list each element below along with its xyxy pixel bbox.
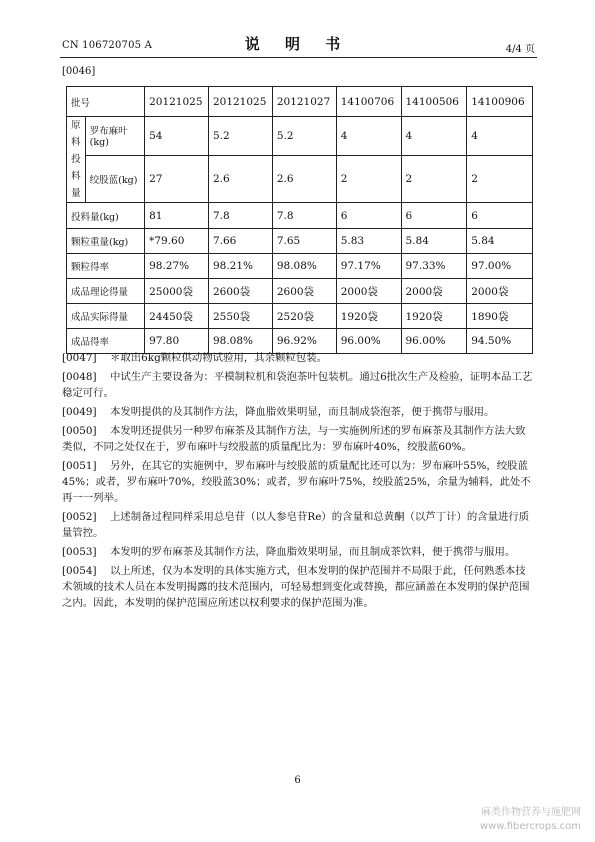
page-title: 说 明 书: [244, 35, 351, 53]
row-label: 罗布麻叶(kg): [85, 117, 144, 156]
table-row: [67, 117, 533, 156]
table-cell: 97.00%: [467, 254, 533, 279]
batch-cell: 20121025: [145, 87, 209, 117]
table-cell: 81: [145, 203, 209, 229]
table-cell: 2: [401, 155, 467, 202]
paragraph-tag: [0052]: [62, 511, 97, 523]
paragraph-0052: [62, 509, 535, 541]
table-cell: 97.80: [145, 329, 209, 354]
table-cell: 5.2: [208, 117, 272, 156]
row-label: 颗粒重量(kg): [67, 229, 145, 254]
table-cell: 1890袋: [467, 304, 533, 329]
paragraph-text: 另外，在其它的实施例中，罗布麻叶与绞股蓝的质量配比还可以为：罗布麻叶55%，绞股蓝45%；或者，罗布麻叶70%，绞股蓝30%；或者，罗布麻叶75%，绞股蓝25%，余量为辅料，此处不再一一列举。: [62, 460, 531, 504]
paragraph-0050: [62, 423, 535, 455]
paragraph-text: 中试生产主要设备为：平模制粒机和袋泡茶叶包装机。通过6批次生产及检验，证明本品工艺稳定可行。: [62, 371, 533, 399]
table-cell: 6: [336, 203, 401, 229]
table-cell: 1920袋: [401, 304, 467, 329]
table-cell: 96.00%: [336, 329, 401, 354]
table-cell: 5.84: [467, 229, 533, 254]
table-cell: 2600袋: [208, 279, 272, 304]
paragraph-0049: [62, 404, 535, 420]
paragraph-tag-0046: [0046]: [62, 66, 96, 77]
table-cell: 27: [145, 155, 209, 202]
batch-table: [66, 86, 533, 354]
batch-cell: 14100706: [336, 87, 401, 117]
paragraph-tag: [0051]: [62, 460, 97, 472]
table-cell: 24450袋: [145, 304, 209, 329]
table-cell: 7.65: [272, 229, 336, 254]
table-cell: 6: [401, 203, 467, 229]
table-cell: 2000袋: [336, 279, 401, 304]
paragraph-text: ＊取出6kg颗粒供动物试验用，其余颗粒包装。: [110, 352, 327, 364]
table-cell: 1920袋: [336, 304, 401, 329]
batch-cell: 14100506: [401, 87, 467, 117]
table-cell: 96.00%: [401, 329, 467, 354]
table-cell: 5.83: [336, 229, 401, 254]
row-label: 投料量(kg): [67, 203, 145, 229]
table-cell: 2520袋: [272, 304, 336, 329]
table-cell: *79.60: [145, 229, 209, 254]
table-cell: 4: [467, 117, 533, 156]
table-cell: 7.8: [208, 203, 272, 229]
table-cell: 7.8: [272, 203, 336, 229]
table-header-row: [67, 87, 533, 117]
batch-cell: 20121025: [208, 87, 272, 117]
paragraph-tag: [0053]: [62, 546, 97, 558]
table-cell: 2: [336, 155, 401, 202]
row-label: 颗粒得率: [67, 254, 145, 279]
row-label: 成品实际得量: [67, 304, 145, 329]
table-cell: 7.66: [208, 229, 272, 254]
table-cell: 4: [336, 117, 401, 156]
paragraph-tag: [0054]: [62, 565, 97, 577]
paragraph-text: 本发明还提供另一种罗布麻茶及其制作方法，与一实施例所述的罗布麻茶及其制作方法大致类似，不同之处仅在于，罗布麻叶与绞股蓝的质量配比为：罗布麻叶40%，绞股蓝60%。: [62, 425, 526, 453]
table-cell: 98.27%: [145, 254, 209, 279]
batch-cell: 14100906: [467, 87, 533, 117]
table-cell: 94.50%: [467, 329, 533, 354]
paragraph-0047: [62, 350, 535, 366]
paragraph-tag: [0048]: [62, 371, 97, 383]
table-row: [67, 203, 533, 229]
batch-label: 批号: [67, 87, 145, 117]
table-cell: 5.84: [401, 229, 467, 254]
table-cell: 97.17%: [336, 254, 401, 279]
header-divider: [60, 57, 537, 58]
paragraph-0054: [62, 563, 535, 611]
row-label: 成品理论得量: [67, 279, 145, 304]
paragraph-text: 上述制备过程同样采用总皂苷（以人参皂苷Re）的含量和总黄酮（以芦丁计）的含量进行质量管控。: [62, 511, 530, 539]
table-row: [67, 279, 533, 304]
table-cell: 98.08%: [272, 254, 336, 279]
table-cell: 2.6: [272, 155, 336, 202]
paragraph-text: 本发明的罗布麻茶及其制作方法，降血脂效果明显，而且制成茶饮料，便于携带与服用。: [110, 546, 516, 558]
table-cell: 2.6: [208, 155, 272, 202]
page-ratio: 4/4 页: [505, 44, 535, 55]
table-cell: 54: [145, 117, 209, 156]
watermark-url: www.fibercrops.com: [479, 821, 581, 832]
table-cell: 2600袋: [272, 279, 336, 304]
raw-group-label: 原料投料量: [67, 117, 86, 203]
table-cell: 98.21%: [208, 254, 272, 279]
paragraph-list: [62, 350, 535, 614]
paragraph-0053: [62, 544, 535, 560]
table-cell: 98.08%: [208, 329, 272, 354]
table-cell: 2550袋: [208, 304, 272, 329]
row-label: 成品得率: [67, 329, 145, 354]
table-cell: 5.2: [272, 117, 336, 156]
table-row: [67, 304, 533, 329]
table-row: [67, 254, 533, 279]
paragraph-tag: [0049]: [62, 406, 97, 418]
watermark: [480, 806, 581, 834]
paragraph-text: 以上所述，仅为本发明的具体实施方式，但本发明的保护范围并不局限于此，任何熟悉本技术领域的技术人员在本发明揭露的技术范围内，可轻易想到变化或替换，都应涵盖在本发明的保护范围之内。因此，本发明的保护范围应所述以权利要求的保护范围为准。: [62, 565, 530, 609]
batch-cell: 20121027: [272, 87, 336, 117]
document-number: CN 106720705 A: [62, 40, 153, 51]
table-cell: 2000袋: [467, 279, 533, 304]
table-cell: 4: [401, 117, 467, 156]
table-row: [67, 155, 533, 202]
table-cell: 6: [467, 203, 533, 229]
table-cell: 2000袋: [401, 279, 467, 304]
table-cell: 96.92%: [272, 329, 336, 354]
paragraph-text: 本发明提供的及其制作方法，降血脂效果明显，而且制成袋泡茶，便于携带与服用。: [110, 406, 495, 418]
paragraph-tag: [0050]: [62, 425, 97, 437]
watermark-name: 麻类作物营养与施肥网: [481, 807, 581, 818]
paragraph-tag: [0047]: [62, 352, 97, 364]
table-cell: 97.33%: [401, 254, 467, 279]
table-cell: 2: [467, 155, 533, 202]
table-row: [67, 229, 533, 254]
paragraph-0051: [62, 458, 535, 506]
table-cell: 25000袋: [145, 279, 209, 304]
paragraph-0048: [62, 369, 535, 401]
page-number: 6: [294, 775, 301, 786]
row-label: 绞股蓝(kg): [85, 155, 144, 202]
